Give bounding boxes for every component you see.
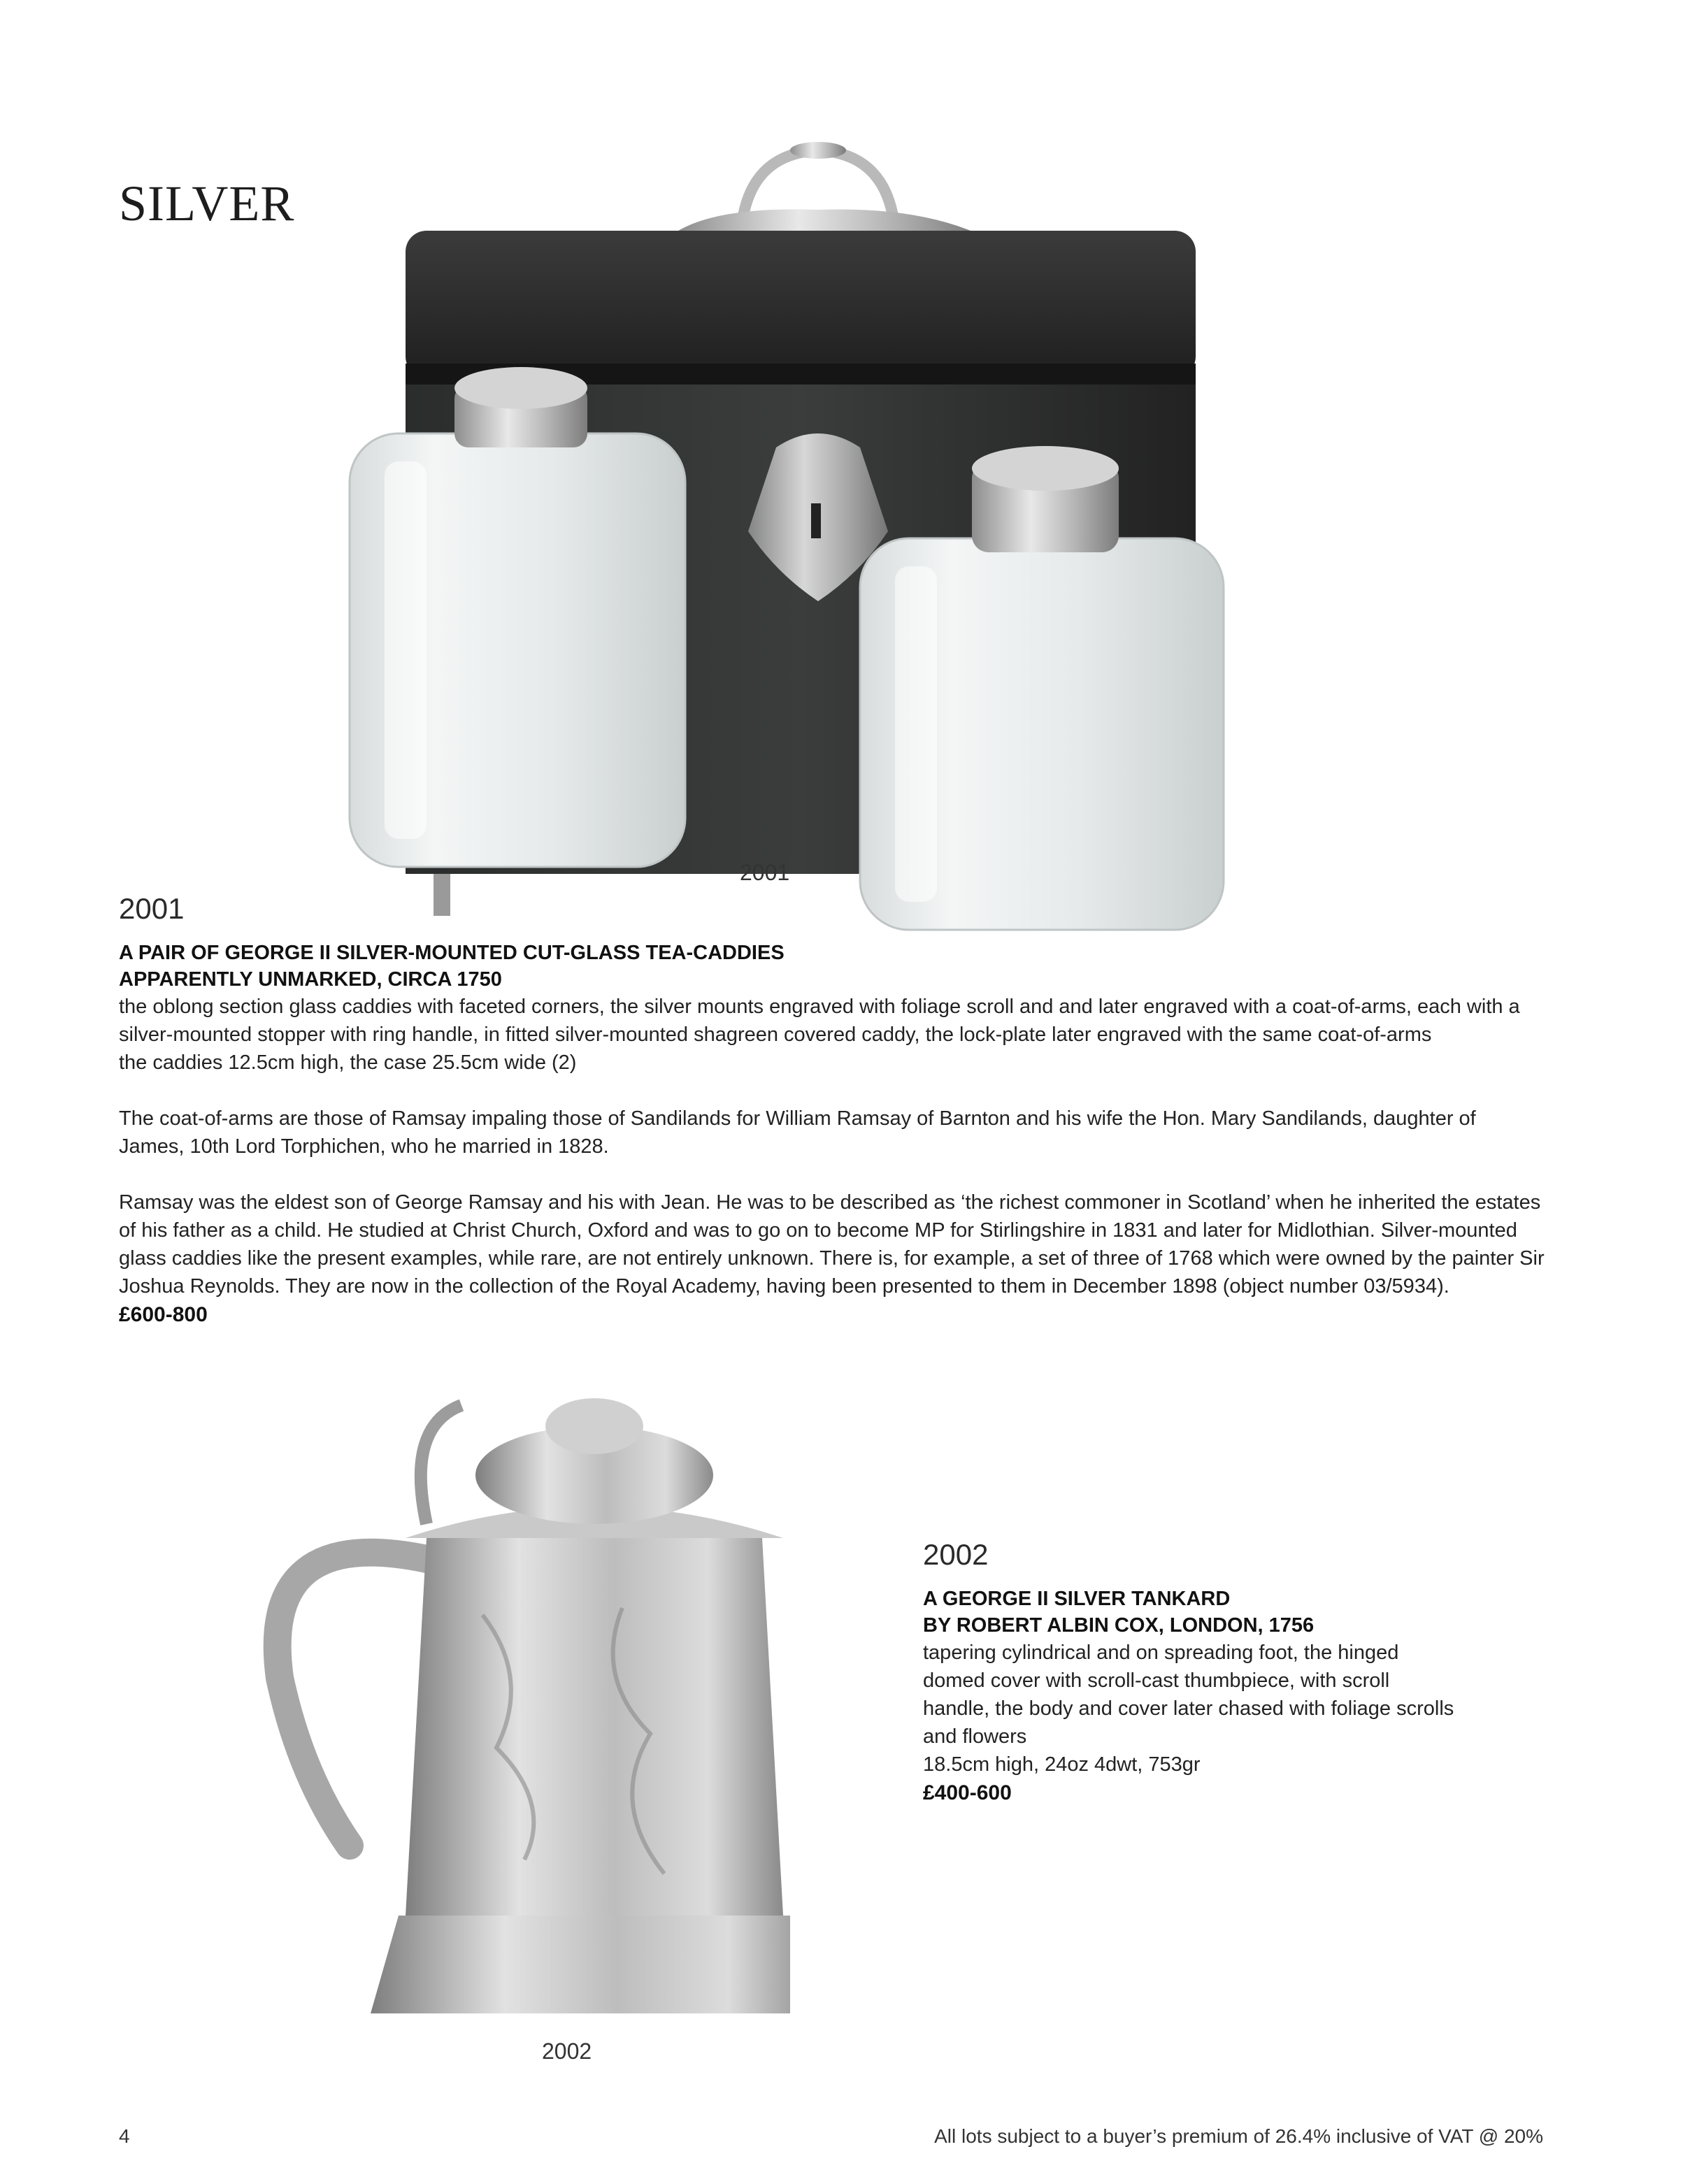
tea-caddies-photo [329, 140, 1308, 944]
lot-title-line2: APPARENTLY UNMARKED, CIRCA 1750 [119, 968, 502, 991]
footer-note: All lots subject to a buyer’s premium of 26.4% inclusive of VAT @ 20% [934, 2125, 1543, 2147]
lot-2001 [119, 892, 1545, 1327]
lot-dimensions: the caddies 12.5cm high, the case 25.5cm wide (2) [119, 1051, 577, 1074]
lot-title-line1: A PAIR OF GEORGE II SILVER-MOUNTED CUT-GLASS TEA-CADDIES [119, 942, 785, 964]
lot-note-provenance: The coat-of-arms are those of Ramsay impaling those of Sandilands for William Ramsay of Barnton and his wife the Hon. Mary Sandilands, daughter of James, 10th Lord Torphichen, who he married in 1828. [119, 1107, 1476, 1158]
lot-title-line2: BY ROBERT ALBIN COX, LONDON, 1756 [923, 1614, 1315, 1637]
photo-caption-2002: 2002 [542, 2039, 592, 2064]
page-number: 4 [119, 2125, 130, 2147]
tea-caddies-illustration [329, 140, 1308, 944]
lot-description: the oblong section glass caddies with faceted corners, the silver mounts engraved with foliage scroll and and later engraved with a coat-of-arms, each with a silver-mounted stopper with ring handle, in fitted silver-mounted shagreen covered caddy, the lock-plate later engraved with the same coat-of-arms [119, 996, 1520, 1046]
tankard-photo [231, 1384, 790, 2027]
lot-2002 [923, 1538, 1482, 1805]
lot-title-line1: A GEORGE II SILVER TANKARD [923, 1588, 1231, 1610]
lot-note-history: Ramsay was the eldest son of George Ramsay and his with Jean. He was to be described as ‘the richest commoner in Scotland’ when he inherited the estates of his father as a child. He studied at Christ Church, Oxford and was to go on to become MP for Stirlingshire in 1831 and later for Midlothian. Silver-mounted glass caddies like the present examples, while rare, are not entirely unknown. There is, for example, a set of three of 1768 which were owned by the painter Sir Joshua Reynolds. They are now in the collection of the Royal Academy, having been presented to them in December 1898 (object number 03/5934). [119, 1191, 1545, 1298]
section-title: SILVER [119, 175, 295, 231]
lot-dimensions: 18.5cm high, 24oz 4dwt, 753gr [923, 1753, 1201, 1776]
photo-caption-2001: 2001 [740, 860, 790, 885]
lot-description: tapering cylindrical and on spreading foot, the hinged domed cover with scroll-cast thumbpiece, with scroll handle, the body and cover later chased with foliage scrolls and flowers [923, 1641, 1454, 1748]
tankard-illustration [231, 1384, 790, 2027]
lot-number: 2002 [923, 1538, 989, 1571]
lot-estimate: £400-600 [923, 1781, 1012, 1804]
lot-estimate: £600-800 [119, 1303, 208, 1326]
lot-number: 2001 [119, 892, 185, 925]
